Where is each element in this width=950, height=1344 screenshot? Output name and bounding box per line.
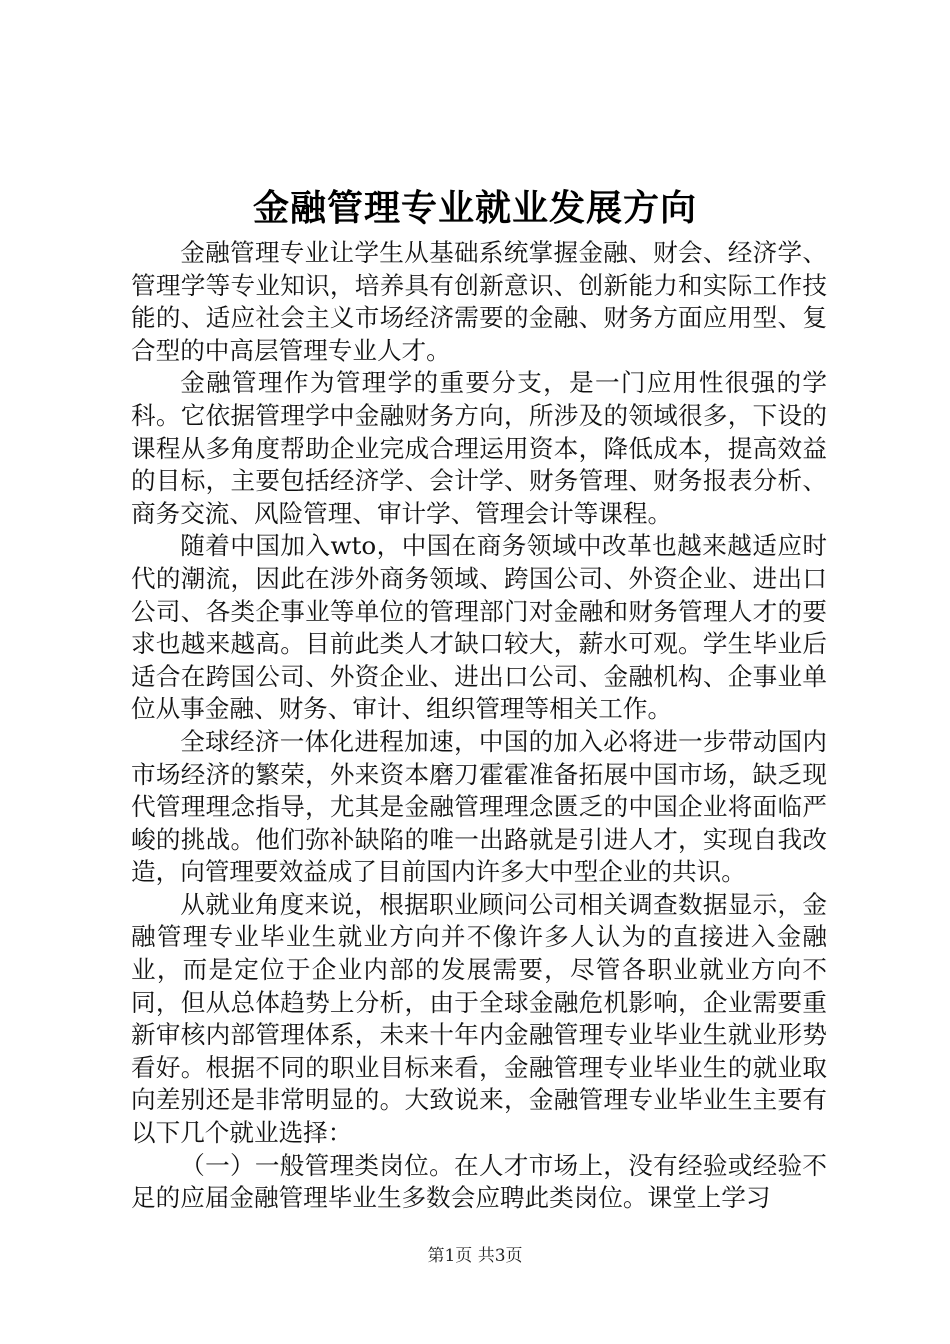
paragraph-3: 随着中国加入wto，中国在商务领域中改革也越来越适应时代的潮流，因此在涉外商务领域、跨国公司、外资企业、进出口公司、各类企事业等单位的管理部门对金融和财务管理人才的要求也越来越高。目前此类人才缺口较大，薪水可观。学生毕业后适合在跨国公司、外资企业、进出口公司、金融机构、企事业单位从事金融、财务、审计、组织管理等相关工作。 (131, 531, 827, 724)
document-title: 金融管理专业就业发展方向 (252, 187, 697, 229)
page-footer: 第1页 共3页 (427, 1246, 523, 1266)
paragraph-6: （一）一般管理类岗位。在人才市场上，没有经验或经验不足的应届金融管理毕业生多数会应聘此类岗位。课堂上学习 (131, 1150, 827, 1213)
paragraph-1: 金融管理专业让学生从基础系统掌握金融、财会、经济学、管理学等专业知识，培养具有创新意识、创新能力和实际工作技能的、适应社会主义市场经济需要的金融、财务方面应用型、复合型的中高层管理专业人才。 (131, 238, 827, 365)
paragraph-5: 从就业角度来说，根据职业顾问公司相关调查数据显示，金融管理专业毕业生就业方向并不像许多人认为的直接进入金融业，而是定位于企业内部的发展需要，尽管各职业就业方向不同，但从总体趋势上分析，由于全球金融危机影响，企业需要重新审核内部管理体系，未来十年内金融管理专业毕业生就业形势看好。根据不同的职业目标来看，金融管理专业毕业生的就业取向差别还是非常明显的。大致说来，金融管理专业毕业生主要有以下几个就业选择： (131, 889, 827, 1148)
paragraph-2: 金融管理作为管理学的重要分支，是一门应用性很强的学科。它依据管理学中金融财务方向，所涉及的领域很多，下设的课程从多角度帮助企业完成合理运用资本，降低成本，提高效益的目标，主要包括经济学、会计学、财务管理、财务报表分析、商务交流、风险管理、审计学、管理会计等课程。 (131, 368, 827, 528)
document-body (131, 237, 827, 1215)
paragraph-4: 全球经济一体化进程加速，中国的加入必将进一步带动国内市场经济的繁荣，外来资本磨刀霍霍准备拓展中国市场，缺乏现代管理理念指导，尤其是金融管理理念匮乏的中国企业将面临严峻的挑战。他们弥补缺陷的唯一出路就是引进人才，实现自我改造，向管理要效益成了目前国内许多大中型企业的共识。 (131, 726, 827, 887)
